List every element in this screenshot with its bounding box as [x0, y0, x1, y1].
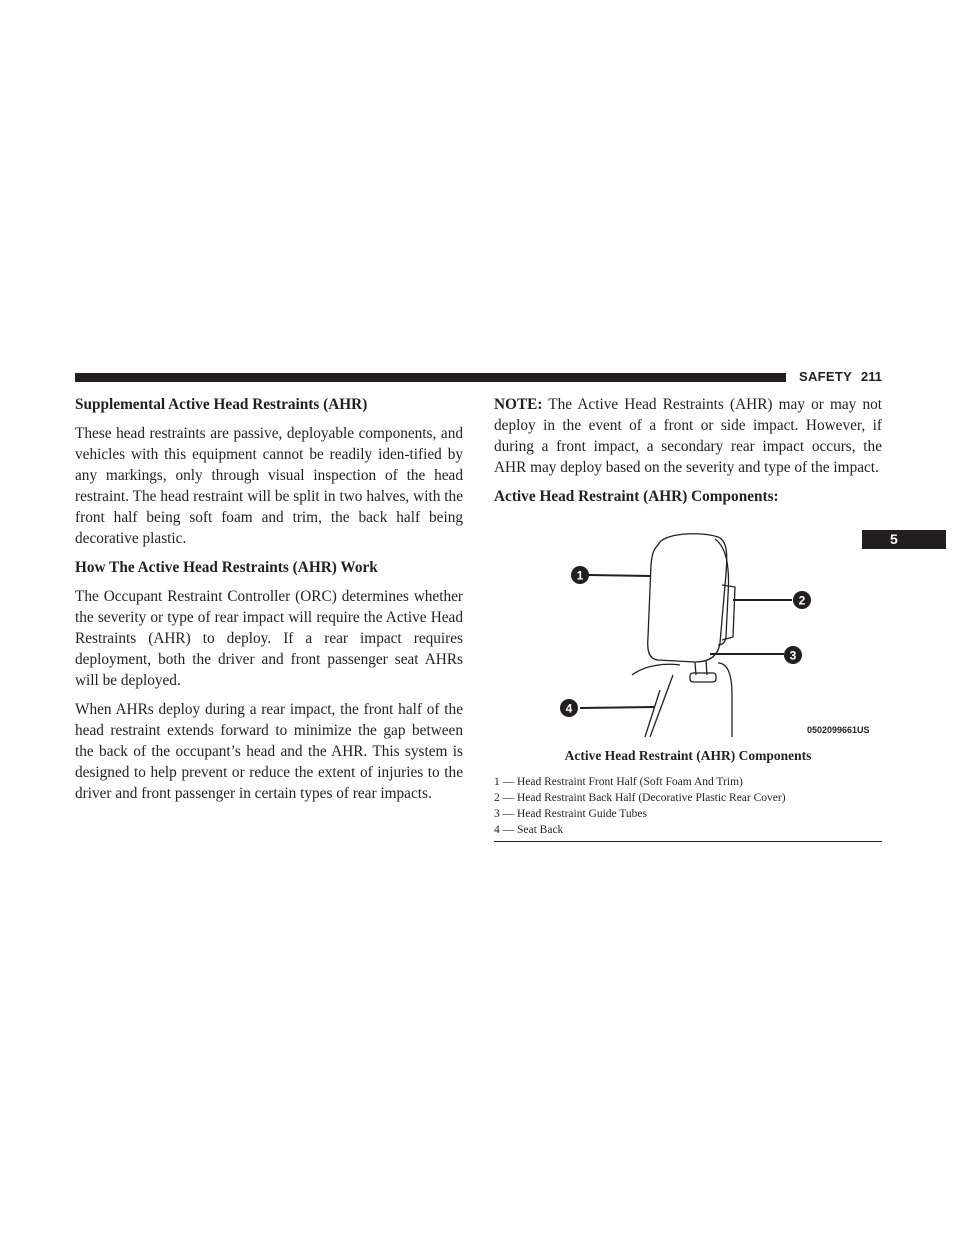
figure-code: 0502099661US — [807, 725, 870, 735]
callout-2-marker — [793, 591, 811, 609]
legend-item: 4 — Seat Back — [494, 824, 564, 836]
callout-3-marker — [784, 646, 802, 664]
seat-back-side — [645, 675, 673, 737]
paragraph-orc: The Occupant Restraint Controller (ORC) determines whether the severity or type of rear impact will require the Active Head Restraints (AHR) to deploy. If a rear impact requires deployment, both the driver and front passenger seat AHRs will be deployed. — [75, 588, 463, 689]
figure-caption: Active Head Restraint (AHR) Components — [564, 748, 812, 763]
seat-back-outline — [632, 663, 732, 737]
note-text: The Active Head Restraints (AHR) may or may not deploy in the event of a front or side impact. However, if during a front impact, a secondary rear impact occurs, the AHR may deploy based on the severity and type of the impact. — [494, 396, 882, 476]
legend-item: 2 — Head Restraint Back Half (Decorative Plastic Rear Cover) — [494, 792, 786, 804]
legend-rule — [494, 841, 882, 842]
page-number: 211 — [861, 369, 882, 384]
note-label: NOTE: — [494, 396, 543, 413]
callout-4-label: 4 — [565, 701, 573, 716]
callout-1-marker — [571, 566, 589, 584]
legend-item: 3 — Head Restraint Guide Tubes — [494, 808, 648, 820]
callout-4-marker — [560, 699, 578, 717]
header-rule — [75, 373, 786, 382]
section-heading-how-it-works: How The Active Head Restraints (AHR) Work — [75, 559, 378, 576]
figure-legend — [494, 774, 882, 838]
legend-item: 1 — Head Restraint Front Half (Soft Foam And Trim) — [494, 776, 743, 788]
note-paragraph — [494, 394, 882, 478]
section-heading-ahr: Supplemental Active Head Restraints (AHR) — [75, 396, 368, 413]
callout-3-label: 3 — [789, 648, 797, 663]
callout-1-label: 1 — [576, 568, 584, 583]
section-title: SAFETY — [799, 369, 853, 384]
paragraph-ahr-description: These head restraints are passive, deployable components, and vehicles with this equipment cannot be readily iden-tified by any markings, only through visual inspection of the head restraint. The head restraint will be split in two halves, with the front half being soft foam and trim, the back half being decorative plastic. — [75, 425, 463, 547]
chapter-tab: 5 — [862, 530, 946, 549]
head-restraint-front-half — [648, 534, 727, 662]
components-heading: Active Head Restraint (AHR) Components: — [494, 488, 779, 505]
right-column — [494, 394, 882, 515]
head-restraint-illustration — [550, 525, 885, 740]
guide-tube-escutcheon — [690, 673, 716, 682]
callout-1-leader — [588, 575, 651, 576]
callout-4-leader — [580, 707, 655, 708]
paragraph-deployment: When AHRs deploy during a rear impact, the front half of the head restraint extends forward to minimize the gap between the back of the occupant’s head and the AHR. This system is designed to help prevent or reduce the extent of injuries to the driver and front passenger in certain types of rear impacts. — [75, 701, 463, 802]
callout-2-label: 2 — [798, 593, 806, 608]
left-column — [75, 394, 463, 812]
